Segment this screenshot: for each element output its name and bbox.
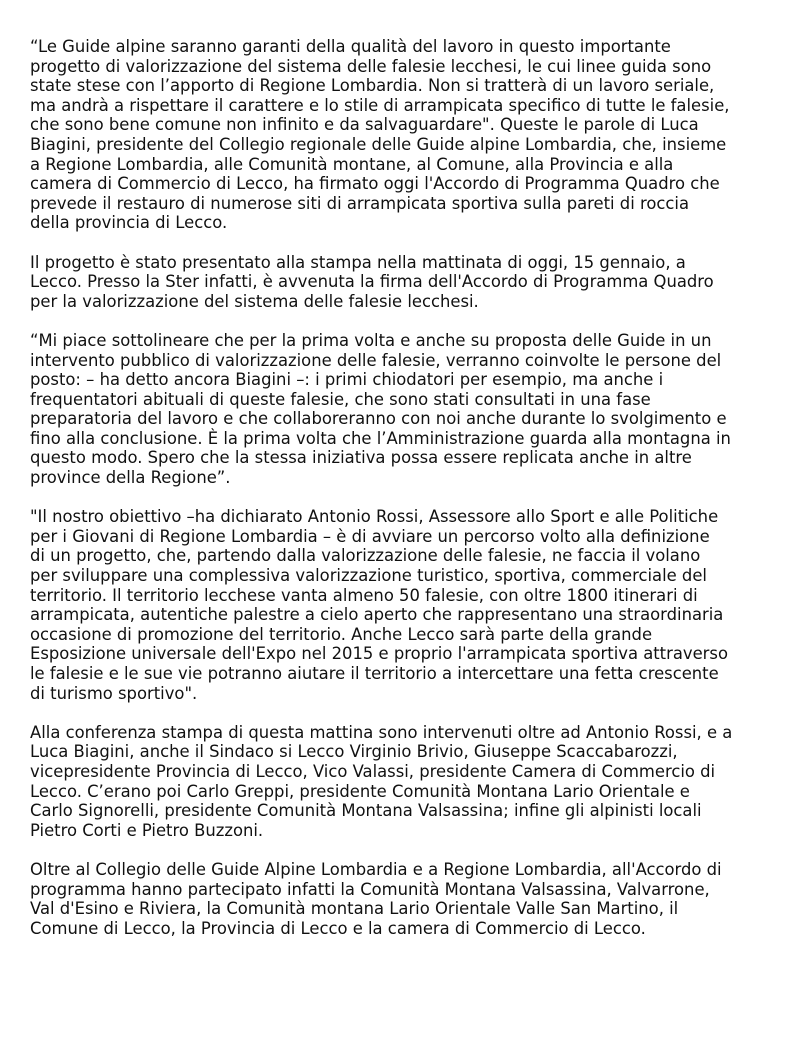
paragraph-agreement-participants: Oltre al Collegio delle Guide Alpine Lombardia e a Regione Lombardia, all'Accordo di programma hanno partecipato infatti la Comunità Montana Valsassina, Valvarrone, Val d'Esino e Riviera, la Comunità montana Lario Orientale Valle San Martino, il Comune di Lecco, la Provincia di Lecco e la camera di Commercio di Lecco.	[30, 859, 722, 938]
article-body	[30, 37, 795, 958]
paragraph-conference-attendees: Alla conferenza stampa di questa mattina sono intervenuti oltre ad Antonio Rossi, e a Luca Biagini, anche il Sindaco si Lecco Virginio Brivio, Giuseppe Scaccabarozzi, vicepresidente Provincia di Lecco, Vico Valassi, presidente Camera di Commercio di Lecco. C’erano poi Carlo Greppi, presidente Comunità Montana Lario Orientale e Carlo Signorelli, presidente Comunità Montana Valsassina; infine gli alpinisti locali Pietro Corti e Pietro Buzzoni.	[30, 722, 733, 840]
paragraph-local-involvement: “Mi piace sottolineare che per la prima volta e anche su proposta delle Guide in un intervento pubblico di valorizzazione delle falesie, verranno coinvolte le persone del posto: – ha detto ancora Biagini –: i primi chiodatori per esempio, ma anche i frequentatori abituali di queste falesie, che sono stati consultati in una fase preparatoria del lavoro e che collaboreranno con noi anche durante lo svolgimento e fino alla conclusione. È la prima volta che l’Amministrazione guarda alla montagna in questo modo. Spero che la stessa iniziativa possa essere replicata anche in altre province della Regione”.	[30, 330, 731, 488]
paragraph-project-presentation: Il progetto è stato presentato alla stampa nella mattinata di oggi, 15 gennaio, a Lecco. Presso la Ster infatti, è avvenuta la firma dell'Accordo di Programma Quadro per la valorizzazione del sistema delle falesie lecchesi.	[30, 252, 714, 311]
paragraph-antonio-rossi-quote: "Il nostro obiettivo –ha dichiarato Antonio Rossi, Assessore allo Sport e alle Politiche per i Giovani di Regione Lombardia – è di avviare un percorso volto alla definizione di un progetto, che, partendo dalla valorizzazione delle falesie, ne faccia il volano per sviluppare una complessiva valorizzazione turistico, sportiva, commerciale del territorio. Il territorio lecchese vanta almeno 50 falesie, con oltre 1800 itinerari di arrampicata, autentiche palestre a cielo aperto che rappresentano una straordinaria occasione di promozione del territorio. Anche Lecco sarà parte della grande Esposizione universale dell'Expo nel 2015 e proprio l'arrampicata sportiva attraverso le falesie e le sue vie potranno aiutare il territorio a intercettare una fetta crescente di turismo sportivo".	[30, 507, 728, 703]
paragraph-luca-biagini-quote: “Le Guide alpine saranno garanti della qualità del lavoro in questo importante progetto di valorizzazione del sistema delle falesie lecchesi, le cui linee guida sono state stese con l’apporto di Regione Lombardia. Non si tratterà di un lavoro seriale, ma andrà a rispettare il carattere e lo stile di arrampicata specifico di tutte le falesie, che sono bene comune non infinito e da salvaguardare". Queste le parole di Luca Biagini, presidente del Collegio regionale delle Guide alpine Lombardia, che, insieme a Regione Lombardia, alle Comunità montane, al Comune, alla Provincia e alla camera di Commercio di Lecco, ha firmato oggi l'Accordo di Programma Quadro che prevede il restauro di numerose siti di arrampicata sportiva sulla pareti di roccia della provincia di Lecco.	[30, 37, 730, 233]
